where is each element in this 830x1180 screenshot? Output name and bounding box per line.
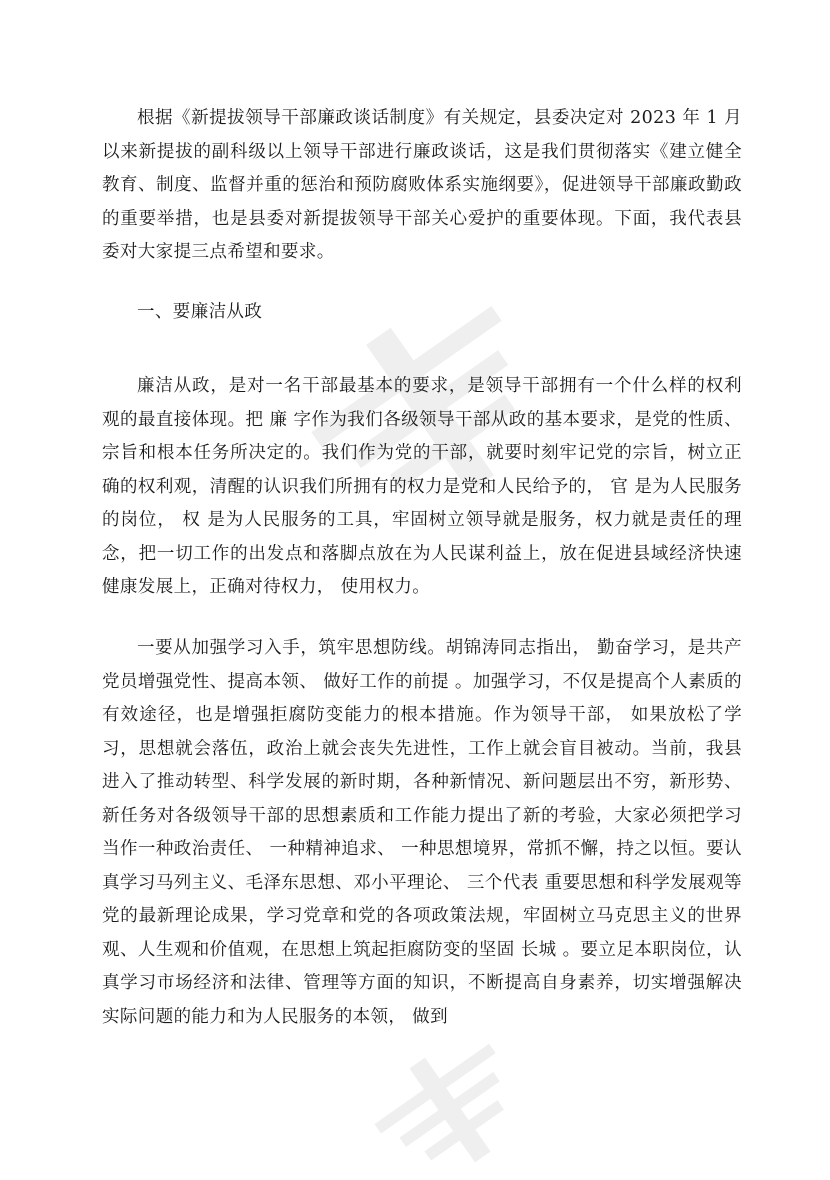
body-paragraph-integrity: 廉洁从政，是对一名干部最基本的要求，是领导干部拥有一个什么样的权利观的最直接体现。把 廉 字作为我们各级领导干部从政的基本要求，是党的性质、宗旨和根本任务所决定的。我们作为党的干部，就要时刻牢记党的宗旨，树立正确的权利观，清醒的认识我们所拥有的权力是党和人民给予的， 官 是为人民服务的岗位， 权 是为人民服务的工具，牢固树立领导就是服务，权力就是责任的理念，把一切工作的出发点和落脚点放在为人民谋利益上，放在促进县域经济快速健康发展上，正确对待权力， 使用权力。 <box>102 376 742 597</box>
watermark-logo-lower <box>320 1040 580 1180</box>
section-heading: 一、要廉洁从政 <box>137 302 263 322</box>
intro-paragraph: 根据《新提拔领导干部廉政谈话制度》有关规定，县委决定对 2023 年 1 月以来新提拔的副科级以上领导干部进行廉政谈话，这是我们贯彻落实《建立健全教育、制度、监督并重的惩治和预防腐败体系实施纲要》，促进领导干部廉政勤政的重要举措，也是县委对新提拔领导干部关心爱护的重要体现。下面，我代表县委对大家提三点希望和要求。 <box>102 108 742 262</box>
body-paragraph-study: 一要从加强学习入手，筑牢思想防线。胡锦涛同志指出， 勤奋学习，是共产党员增强党性、提高本领、 做好工作的前提 。加强学习，不仅是提高个人素质的有效途径，也是增强拒腐防变能力的根本措施。作为领导干部， 如果放松了学习，思想就会落伍，政治上就会丧失先进性，工作上就会盲目被动。当前，我县进入了推动转型、科学发展的新时期，各种新情况、新问题层出不穷，新形势、新任务对各级领导干部的思想素质和工作能力提出了新的考验，大家必须把学习当作一种政治责任、 一种精神追求、 一种思想境界，常抓不懈，持之以恒。要认真学习马列主义、毛泽东思想、邓小平理论、 三个代表 重要思想和科学发展观等党的最新理论成果，学习党章和党的各项政策法规，牢固树立马克思主义的世界观、人生观和价值观，在思想上筑起拒腐防变的坚固 长城 。要立足本职岗位，认真学习市场经济和法律、管理等方面的知识，不断提高自身素养，切实增强解决实际问题的能力和为人民服务的本领， 做到 <box>102 638 742 1027</box>
